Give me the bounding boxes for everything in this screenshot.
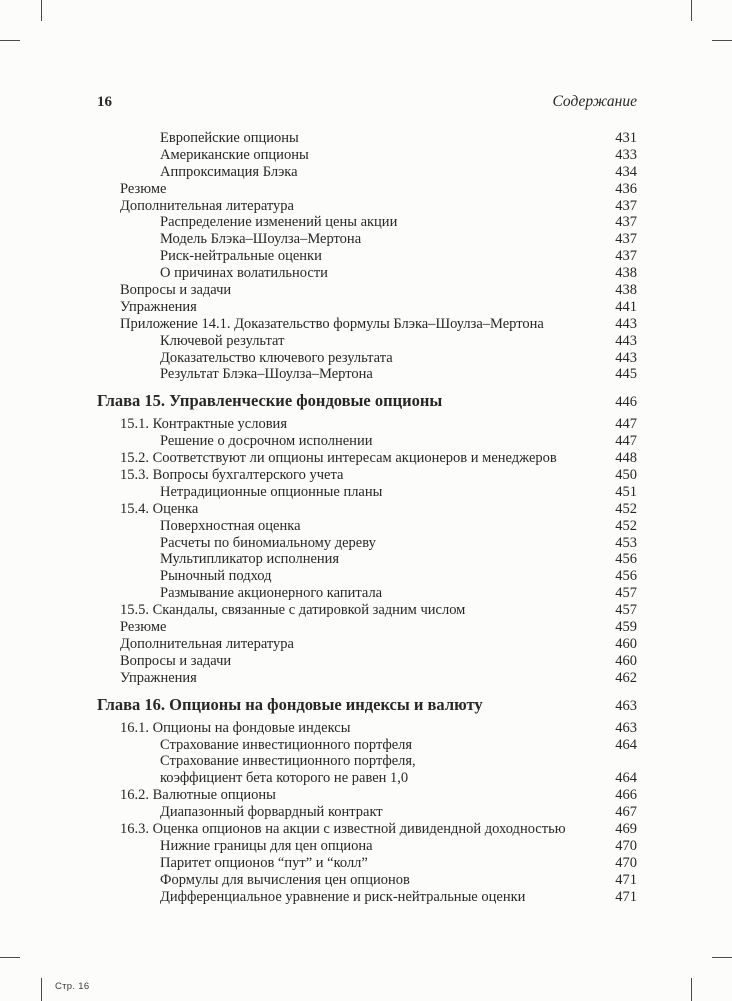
toc-entry-title: О причинах волатильности <box>160 265 328 282</box>
toc-entry-title: Приложение 14.1. Доказательство формулы Блэка–Шоулза–Мертона <box>120 315 544 332</box>
toc-entry-page: 451 <box>615 483 637 500</box>
toc-entry-page: 470 <box>615 854 637 871</box>
toc-entry-title: Результат Блэка–Шоулза–Мертона <box>160 366 373 383</box>
toc-entry-page: 447 <box>615 416 637 433</box>
toc-entry-page: 438 <box>615 282 637 299</box>
toc-entry-title: Дифференциальное уравнение и риск-нейтральные оценки <box>160 888 526 905</box>
table-of-contents <box>97 130 637 905</box>
toc-entry-page: 436 <box>615 180 637 197</box>
toc-entry <box>97 299 637 316</box>
toc-entry-title: Размывание акционерного капитала <box>160 585 383 602</box>
toc-entry <box>97 821 637 838</box>
scan-page-label: Стр. 16 <box>55 981 90 992</box>
toc-entry-page: 464 <box>615 736 637 753</box>
toc-entry-title: Доказательство ключевого результата <box>160 349 393 366</box>
toc-chapter-entry <box>97 391 637 411</box>
toc-entry <box>97 130 637 147</box>
toc-entry-page: 471 <box>615 888 637 905</box>
toc-entry-page: 434 <box>615 163 637 180</box>
toc-entry <box>97 333 637 350</box>
toc-entry <box>97 198 637 215</box>
toc-entry-title: 15.4. Оценка <box>120 500 199 517</box>
toc-entry-title: 16.3. Оценка опционов на акции с известной дивидендной доходностью <box>120 820 566 837</box>
toc-entry <box>97 653 637 670</box>
toc-entry-title: Формулы для вычисления цен опционов <box>160 871 410 888</box>
toc-entry-title: 16.1. Опционы на фондовые индексы <box>120 719 351 736</box>
toc-entry <box>97 602 637 619</box>
toc-entry-page: 445 <box>615 366 637 383</box>
toc-entry <box>97 147 637 164</box>
toc-entry-page: 437 <box>615 197 637 214</box>
toc-entry-page: 457 <box>615 602 637 619</box>
running-title: Содержание <box>552 93 637 110</box>
toc-entry-title: 15.2. Соответствуют ли опционы интересам акционеров и менеджеров <box>120 450 557 467</box>
toc-entry <box>97 855 637 872</box>
toc-entry-title: Вопросы и задачи <box>120 282 232 299</box>
toc-entry-page: 446 <box>615 394 637 411</box>
toc-entry <box>97 872 637 889</box>
toc-entry <box>97 636 637 653</box>
toc-entry-page: 456 <box>615 568 637 585</box>
toc-entry-title: Страхование инвестиционного портфеля <box>160 736 413 753</box>
crop-mark-bottom-left-horizontal <box>0 957 20 958</box>
toc-entry-page: 443 <box>615 349 637 366</box>
toc-entry <box>97 214 637 231</box>
toc-entry <box>97 551 637 568</box>
crop-mark-bottom-right-horizontal <box>712 957 732 958</box>
toc-entry-title: Модель Блэка–Шоулза–Мертона <box>160 231 362 248</box>
toc-entry-page: 463 <box>615 697 637 714</box>
toc-entry <box>97 720 637 737</box>
toc-entry <box>97 467 637 484</box>
toc-entry-page: 441 <box>615 298 637 315</box>
toc-entry <box>97 770 637 787</box>
crop-mark-top-right-vertical <box>691 0 692 21</box>
toc-entry-page: 448 <box>615 450 637 467</box>
toc-entry-title: Дополнительная литература <box>120 635 294 652</box>
toc-entry-title: 15.5. Скандалы, связанные с датировкой задним числом <box>120 602 466 619</box>
toc-entry <box>97 889 637 906</box>
toc-entry-title: Диапазонный форвардный контракт <box>160 804 383 821</box>
toc-entry <box>97 535 637 552</box>
page-number: 16 <box>97 94 112 110</box>
toc-entry <box>97 450 637 467</box>
toc-entry <box>97 585 637 602</box>
toc-entry <box>97 350 637 367</box>
toc-entry <box>97 231 637 248</box>
toc-entry-title: Расчеты по биномиальному дереву <box>160 534 376 551</box>
toc-entry-page: 462 <box>615 669 637 686</box>
toc-entry-page: 457 <box>615 585 637 602</box>
toc-entry-page: 452 <box>615 500 637 517</box>
toc-entry <box>97 804 637 821</box>
toc-entry-title: Страхование инвестиционного портфеля, <box>160 753 416 770</box>
toc-entry <box>97 366 637 383</box>
toc-entry <box>97 433 637 450</box>
toc-entry-page: 438 <box>615 265 637 282</box>
toc-entry <box>97 619 637 636</box>
toc-entry <box>97 181 637 198</box>
toc-entry-page: 443 <box>615 315 637 332</box>
toc-entry-page: 437 <box>615 248 637 265</box>
toc-entry-title: Глава 16. Опционы на фондовые индексы и валюту <box>97 694 483 714</box>
toc-entry <box>97 484 637 501</box>
toc-entry <box>97 838 637 855</box>
toc-entry-page: 469 <box>615 820 637 837</box>
toc-entry-title: Рыночный подход <box>160 568 272 585</box>
toc-entry <box>97 248 637 265</box>
toc-entry-title: Резюме <box>120 619 167 636</box>
toc-entry-title: Ключевой результат <box>160 332 285 349</box>
toc-entry-title: Американские опционы <box>160 146 309 163</box>
toc-entry <box>97 518 637 535</box>
toc-entry-page: 452 <box>615 517 637 534</box>
toc-entry <box>97 737 637 754</box>
toc-entry-page: 463 <box>615 719 637 736</box>
toc-entry <box>97 787 637 804</box>
crop-mark-top-left-horizontal <box>0 40 20 41</box>
toc-entry <box>97 416 637 433</box>
toc-entry-title: Нетрадиционные опционные планы <box>160 483 383 500</box>
toc-chapter-entry <box>97 695 637 715</box>
crop-mark-top-right-horizontal <box>712 40 732 41</box>
toc-entry-title: Резюме <box>120 180 167 197</box>
toc-entry-page: 433 <box>615 146 637 163</box>
toc-entry <box>97 164 637 181</box>
toc-entry <box>97 568 637 585</box>
toc-entry-page: 459 <box>615 619 637 636</box>
toc-entry <box>97 753 637 770</box>
toc-entry-page: 456 <box>615 551 637 568</box>
crop-mark-bottom-left-vertical <box>41 978 42 1001</box>
toc-entry-page: 467 <box>615 804 637 821</box>
toc-entry-page: 447 <box>615 433 637 450</box>
toc-entry <box>97 265 637 282</box>
toc-entry-title: Упражнения <box>120 298 197 315</box>
toc-entry-title: Риск-нейтральные оценки <box>160 248 322 265</box>
toc-entry <box>97 316 637 333</box>
toc-entry-title: Дополнительная литература <box>120 197 294 214</box>
toc-entry-title: 15.1. Контрактные условия <box>120 416 287 433</box>
toc-entry-title: Нижние границы для цен опциона <box>160 837 373 854</box>
toc-entry-page: 464 <box>615 770 637 787</box>
toc-entry-page: 460 <box>615 635 637 652</box>
toc-entry-page: 466 <box>615 787 637 804</box>
toc-entry <box>97 282 637 299</box>
toc-entry-title: 15.3. Вопросы бухгалтерского учета <box>120 467 344 484</box>
toc-entry-title: Аппроксимация Блэка <box>160 163 298 180</box>
toc-entry-title: Решение о досрочном исполнении <box>160 433 373 450</box>
toc-entry-page: 437 <box>615 231 637 248</box>
crop-mark-bottom-right-vertical <box>691 978 692 1001</box>
crop-mark-top-left-vertical <box>41 0 42 21</box>
toc-entry-title: Глава 15. Управленческие фондовые опционы <box>97 391 443 411</box>
toc-entry <box>97 501 637 518</box>
toc-entry-title: 16.2. Валютные опционы <box>120 787 276 804</box>
toc-entry-page: 470 <box>615 837 637 854</box>
toc-entry-title: Упражнения <box>120 669 197 686</box>
toc-entry-title: Европейские опционы <box>160 130 299 146</box>
toc-entry-page: 450 <box>615 467 637 484</box>
toc-entry-page: 471 <box>615 871 637 888</box>
toc-entry-title: Паритет опционов “пут” и “колл” <box>160 854 368 871</box>
toc-entry-title: Поверхностная оценка <box>160 517 301 534</box>
toc-entry-title: Вопросы и задачи <box>120 652 232 669</box>
toc-entry-title: коэффициент бета которого не равен 1,0 <box>160 770 409 787</box>
toc-entry-page: 453 <box>615 534 637 551</box>
toc-entry-title: Мультипликатор исполнения <box>160 551 340 568</box>
toc-entry-title: Распределение изменений цены акции <box>160 214 398 231</box>
toc-entry <box>97 670 637 687</box>
toc-entry-page: 431 <box>615 130 637 146</box>
toc-entry-page: 437 <box>615 214 637 231</box>
toc-entry-page: 443 <box>615 332 637 349</box>
toc-entry-page: 460 <box>615 652 637 669</box>
running-header <box>97 93 637 111</box>
